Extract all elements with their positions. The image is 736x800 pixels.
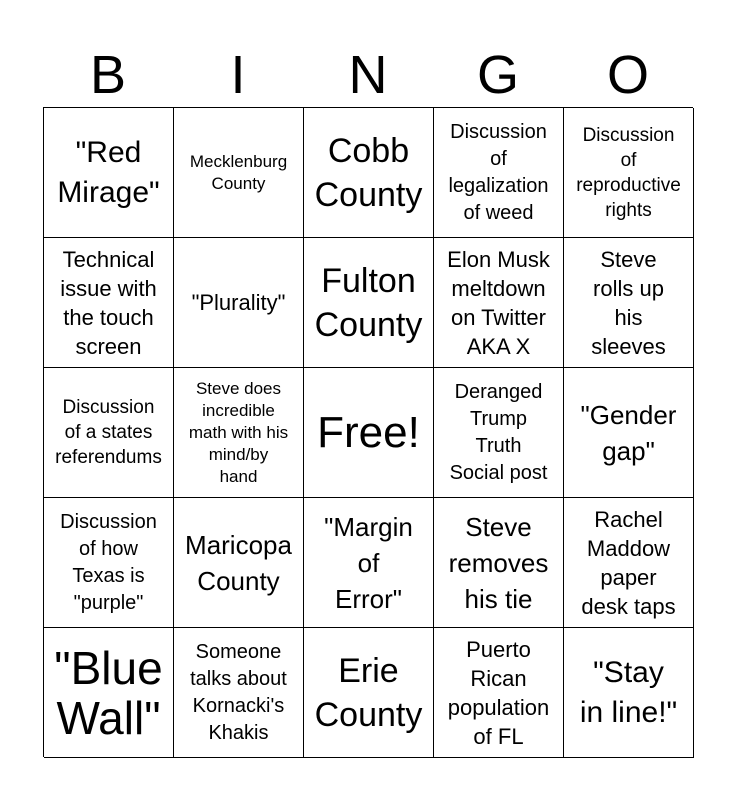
- bingo-cell[interactable]: Elon Musk meltdown on Twitter AKA X: [434, 238, 564, 368]
- bingo-cell[interactable]: Discussion of legalization of weed: [434, 108, 564, 238]
- bingo-cell[interactable]: Fulton County: [304, 238, 434, 368]
- header-letter-g: G: [476, 45, 519, 105]
- bingo-cell[interactable]: Rachel Maddow paper desk taps: [564, 498, 694, 628]
- bingo-cell[interactable]: Mecklenburg County: [174, 108, 304, 238]
- bingo-cell[interactable]: Discussion of a states referendums: [44, 368, 174, 498]
- bingo-cell[interactable]: Someone talks about Kornacki's Khakis: [174, 628, 304, 758]
- bingo-cell[interactable]: Discussion of how Texas is "purple": [44, 498, 174, 628]
- bingo-cell[interactable]: Puerto Rican population of FL: [434, 628, 564, 758]
- header-letter-b: B: [89, 45, 127, 105]
- bingo-cell[interactable]: Maricopa County: [174, 498, 304, 628]
- bingo-cell[interactable]: "Stay in line!": [564, 628, 694, 758]
- free-space-cell[interactable]: Free!: [304, 368, 434, 498]
- bingo-cell[interactable]: Erie County: [304, 628, 434, 758]
- header-letter-i: I: [230, 45, 246, 105]
- bingo-cell[interactable]: "Plurality": [174, 238, 304, 368]
- bingo-cell[interactable]: Technical issue with the touch screen: [44, 238, 174, 368]
- bingo-card-grid: [43, 107, 693, 757]
- bingo-cell[interactable]: Discussion of reproductive rights: [564, 108, 694, 238]
- bingo-cell[interactable]: "Blue Wall": [44, 628, 174, 758]
- bingo-cell[interactable]: Cobb County: [304, 108, 434, 238]
- bingo-cell[interactable]: "Gender gap": [564, 368, 694, 498]
- bingo-cell[interactable]: Deranged Trump Truth Social post: [434, 368, 564, 498]
- bingo-cell[interactable]: "Red Mirage": [44, 108, 174, 238]
- header-letter-n: N: [348, 45, 388, 105]
- bingo-cell[interactable]: Steve does incredible math with his mind/by hand: [174, 368, 304, 498]
- bingo-cell[interactable]: Steve rolls up his sleeves: [564, 238, 694, 368]
- bingo-cell[interactable]: "Margin of Error": [304, 498, 434, 628]
- bingo-header: [43, 44, 693, 106]
- bingo-cell[interactable]: Steve removes his tie: [434, 498, 564, 628]
- header-letter-o: O: [606, 45, 649, 105]
